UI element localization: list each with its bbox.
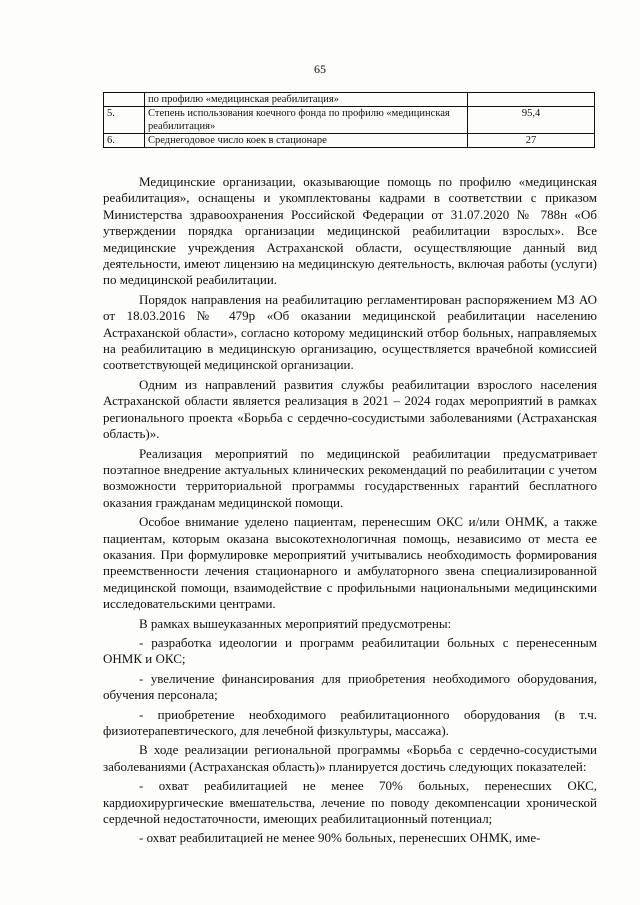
body-text — [103, 174, 597, 850]
row-number-cell: 6. — [104, 134, 145, 148]
list-item: - увеличение финансирования для приобретения необходимого оборудования, обучения персонала; — [103, 670, 597, 703]
paragraph: Реализация мероприятий по медицинской реабилитации предусматривает поэтапное внедрение актуальных клинических рекомендаций по реабилитации с учетом возможности территориальной программы государственных гарантий бесплатного оказания гражданам медицинской помощи. — [103, 445, 597, 510]
table-row — [104, 93, 595, 107]
row-number-cell — [104, 93, 145, 107]
paragraph: В ходе реализации региональной программы «Борьба с сердечно-сосудистыми заболеваниями (Астраханская область)» планируется достичь следующих показателей: — [103, 742, 597, 774]
indicators-table — [103, 92, 595, 148]
list-item: - охват реабилитацией не менее 70% больных, перенесших ОКС, кардиохирургические вмешательства, лечение по поводу декомпенсации хронической сердечной недостаточности, имеющих реабилитационный потенциал; — [103, 778, 597, 827]
table-row — [104, 107, 595, 134]
table-row — [104, 134, 595, 148]
list-item: - приобретение необходимого реабилитационного оборудования (в т.ч. физиотерапевтического, для лечебной физкультуры, массажа). — [103, 706, 597, 738]
paragraph: Медицинские организации, оказывающие помощь по профилю «медицинская реабилитация», оснащены и укомплектованы кадрами в соответствии с приказом Министерства здравоохранения Российской Федерации от 31.07.2020 № 788н «Об утверждении порядка организации медицинской реабилитации взрослых». Все медицинские учреждения Астраханской области, осуществляющие данный вид деятельности, имеют лицензию на медицинскую деятельность, включая работы (услуги) по медицинской реабилитации. — [103, 174, 597, 288]
paragraph: Одним из направлений развития службы реабилитации взрослого населения Астраханской области является реализация в 2021 – 2024 годах мероприятий в рамках регионального проекта «Борьба с сердечно-сосудистыми заболеваниями (Астраханская область)». — [103, 376, 597, 442]
paragraph: Порядок направления на реабилитацию регламентирован распоряжением МЗ АО от 18.03.2016 № 479р «Об оказании медицинской реабилитации населению Астраханской области», согласно которому медицинский отбор больных, направляемых на реабилитацию в медицинскую организацию, осуществляется врачебной комиссией соответствующей медицинской организации. — [103, 291, 597, 373]
indicator-name-cell: по профилю «медицинская реабилитация» — [145, 93, 468, 107]
indicator-value-cell: 95,4 — [468, 107, 595, 134]
indicator-value-cell — [468, 93, 595, 107]
row-number-cell: 5. — [104, 107, 145, 134]
page-number: 65 — [314, 62, 326, 76]
list-item: - разработка идеологии и программ реабилитации больных с перенесенным ОНМК и ОКС; — [103, 634, 597, 667]
indicator-value-cell: 27 — [468, 134, 595, 148]
list-item: - охват реабилитацией не менее 90% больных, перенесших ОНМК, име- — [139, 830, 541, 846]
indicator-name-cell: Среднегодовое число коек в стационаре — [145, 134, 468, 148]
paragraph: Особое внимание уделено пациентам, перенесшим ОКС и/или ОНМК, а также пациентам, которым оказана высокотехнологичная помощь, независимо от места ее оказания. При формулировке мероприятий учитывались необходимость формирования преемственности лечения стационарного и амбулаторного звена специализированной медицинской помощи, взаимодействие с профильными национальными медицинскими исследовательскими центрами. — [103, 514, 597, 612]
paragraph: В рамках вышеуказанных мероприятий предусмотрены: — [139, 615, 452, 631]
indicator-name-cell: Степень использования коечного фонда по профилю «медицинская реабилитация» — [145, 107, 468, 134]
